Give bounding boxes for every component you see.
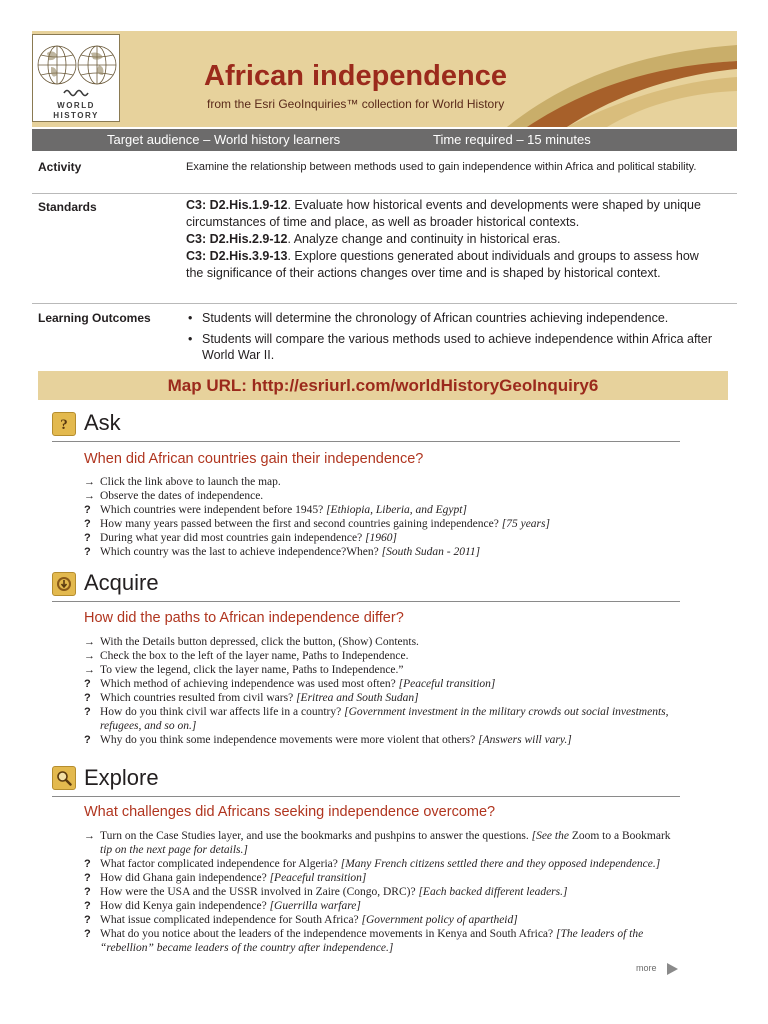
item-text: To view the legend, click the layer name, Paths to Independence.”	[100, 664, 404, 676]
learning-outcome-item: • Students will compare the various methods used to achieve independence within Africa after World War II.	[186, 331, 731, 363]
list-item	[84, 927, 684, 955]
item-text: Which method of achieving independence was used most often?	[100, 678, 399, 690]
time-required: Time required – 15 minutes	[433, 132, 591, 147]
globes-icon	[37, 41, 117, 89]
ask-list	[84, 475, 684, 559]
world-history-logo	[32, 34, 120, 122]
arrow-marker: →	[84, 476, 95, 488]
acquire-section-icon	[52, 572, 76, 596]
question-marker: ?	[84, 900, 91, 912]
wave-icon	[63, 88, 91, 98]
standards-text	[186, 197, 716, 282]
arrow-marker: →	[84, 650, 95, 662]
list-item	[84, 885, 684, 899]
standards-label: Standards	[38, 200, 97, 214]
item-answer: [See the	[531, 830, 572, 842]
item-text: What factor complicated independence for Algeria?	[100, 858, 341, 870]
item-text: How were the USA and the USSR involved in Zaire (Congo, DRC)?	[100, 886, 419, 898]
list-item	[84, 489, 684, 503]
arrow-marker: →	[84, 830, 95, 842]
list-item	[84, 691, 684, 705]
list-item	[84, 663, 684, 677]
item-answer: [Each backed different leaders.]	[418, 886, 568, 898]
list-item	[84, 677, 684, 691]
item-text: Check the box to the left of the layer name, Paths to Independence.	[100, 650, 409, 662]
activity-label: Activity	[38, 160, 82, 174]
list-item	[84, 531, 684, 545]
target-audience: Target audience – World history learners	[107, 132, 341, 147]
question-marker: ?	[84, 546, 91, 558]
item-answer: [South Sudan - 2011]	[381, 546, 481, 558]
learning-outcomes-list	[186, 310, 731, 368]
list-item	[84, 475, 684, 489]
item-answer: [Eritrea and South Sudan]	[296, 692, 419, 704]
magnifier-icon	[56, 770, 72, 786]
item-text: Which countries resulted from civil wars?	[100, 692, 297, 704]
item-answer: [Answers will vary.]	[478, 734, 572, 746]
section-title-explore: Explore	[84, 765, 159, 790]
question-marker: ?	[84, 504, 91, 516]
item-answer: [1960]	[365, 532, 398, 544]
divider	[32, 303, 737, 304]
standard-description: . Explore questions generated about individuals and groups to assess how the significance of their actions changes over time and is shaped by historical context.	[186, 249, 699, 280]
question-marker: ?	[84, 706, 91, 718]
standard-description: . Evaluate how historical events and developments were shaped by unique circumstances of time and place, as well as broader historical contexts.	[186, 198, 701, 229]
question-mark-icon	[56, 416, 72, 432]
item-text: How did Kenya gain independence?	[100, 900, 270, 912]
question-marker: ?	[84, 532, 91, 544]
map-url-link[interactable]: Map URL: http://esriurl.com/worldHistoryGeoInquiry6	[38, 371, 728, 400]
item-text: What do you notice about the leaders of the independence movements in Kenya and South Africa?	[100, 928, 557, 940]
item-answer: [Ethiopia, Liberia, and Egypt]	[326, 504, 467, 516]
page-subtitle: from the Esri GeoInquiries™ collection for World History	[207, 97, 505, 111]
list-item	[84, 649, 684, 663]
activity-text: Examine the relationship between methods used to gain independence within Africa and political stability.	[186, 161, 697, 173]
item-text: During what year did most countries gain independence?	[100, 532, 366, 544]
list-item	[84, 733, 684, 747]
standard-code: C3: D2.His.3.9-13	[186, 249, 288, 263]
ask-section-icon	[52, 412, 76, 436]
question-marker: ?	[84, 858, 91, 870]
arrow-marker: →	[84, 664, 95, 676]
question-marker: ?	[84, 692, 91, 704]
section-title-acquire: Acquire	[84, 570, 159, 595]
section-rule	[52, 796, 680, 797]
logo-text-world: WORLD	[57, 101, 95, 110]
item-answer: [75 years]	[501, 518, 550, 530]
list-item	[84, 635, 684, 649]
list-item	[84, 899, 684, 913]
header-swoosh-decoration	[507, 31, 737, 127]
item-text: Zoom to a Bookmark	[571, 830, 671, 842]
item-answer: tip on the next page for details.]	[100, 844, 248, 856]
item-answer: [Many French citizens settled there and they opposed independence.]	[340, 858, 661, 870]
item-text: Why do you think some independence movements were more violent that others?	[100, 734, 479, 746]
item-text: How many years passed between the first and second countries gaining independence?	[100, 518, 502, 530]
section-rule	[52, 441, 680, 442]
divider	[32, 193, 737, 194]
list-item	[84, 545, 684, 559]
item-answer: [The leaders of the “rebellion” became leaders of the country after independence.]	[100, 928, 644, 954]
standard-description: . Analyze change and continuity in historical eras.	[287, 232, 561, 246]
item-answer: [Government investment in the military crowds out social investments, refugees, and so on.]	[100, 706, 669, 732]
item-text: What issue complicated independence for South Africa?	[100, 914, 362, 926]
list-item	[84, 857, 684, 871]
list-item	[84, 829, 684, 857]
item-text: How do you think civil war affects life in a country?	[100, 706, 345, 718]
item-text: Which countries were independent before 1945?	[100, 504, 327, 516]
list-item	[84, 871, 684, 885]
section-title-ask: Ask	[84, 410, 121, 435]
question-marker: ?	[84, 678, 91, 690]
learning-outcomes-label: Learning Outcomes	[38, 311, 151, 325]
info-bar	[32, 129, 737, 151]
standard-code: C3: D2.His.2.9-12	[186, 232, 288, 246]
item-text: Click the link above to launch the map.	[100, 476, 281, 488]
download-circle-icon	[56, 576, 72, 592]
question-marker: ?	[84, 518, 91, 530]
svg-text:?: ?	[60, 417, 68, 432]
more-arrow-icon[interactable]	[667, 963, 678, 975]
list-item	[84, 705, 684, 733]
page-title: African independence	[204, 60, 507, 92]
item-text: Which country was the last to achieve independence?When?	[100, 546, 382, 558]
question-marker: ?	[84, 928, 91, 940]
explore-section-icon	[52, 766, 76, 790]
more-link[interactable]: more	[636, 963, 657, 973]
item-text: Observe the dates of independence.	[100, 490, 264, 502]
item-text: Turn on the Case Studies layer, and use the bookmarks and pushpins to answer the questions.	[100, 830, 532, 842]
item-answer: [Peaceful transition]	[269, 872, 367, 884]
list-item	[84, 913, 684, 927]
list-item	[84, 503, 684, 517]
item-answer: [Peaceful transition]	[398, 678, 496, 690]
item-text: How did Ghana gain independence?	[100, 872, 270, 884]
list-item	[84, 517, 684, 531]
explore-list	[84, 829, 684, 955]
arrow-marker: →	[84, 490, 95, 502]
explore-question: What challenges did Africans seeking independence overcome?	[84, 804, 496, 820]
standard-code: C3: D2.His.1.9-12	[186, 198, 288, 212]
question-marker: ?	[84, 734, 91, 746]
item-answer: [Guerrilla warfare]	[269, 900, 361, 912]
logo-text-history: HISTORY	[53, 111, 99, 120]
question-marker: ?	[84, 872, 91, 884]
acquire-question: How did the paths to African independence differ?	[84, 610, 404, 626]
ask-question: When did African countries gain their independence?	[84, 451, 424, 467]
arrow-marker: →	[84, 636, 95, 648]
question-marker: ?	[84, 914, 91, 926]
question-marker: ?	[84, 886, 91, 898]
section-rule	[52, 601, 680, 602]
item-text: With the Details button depressed, click the button, (Show) Contents.	[100, 636, 419, 648]
learning-outcome-item: • Students will determine the chronology of African countries achieving independence.	[186, 310, 731, 326]
acquire-list	[84, 635, 684, 747]
item-answer: [Government policy of apartheid]	[361, 914, 518, 926]
